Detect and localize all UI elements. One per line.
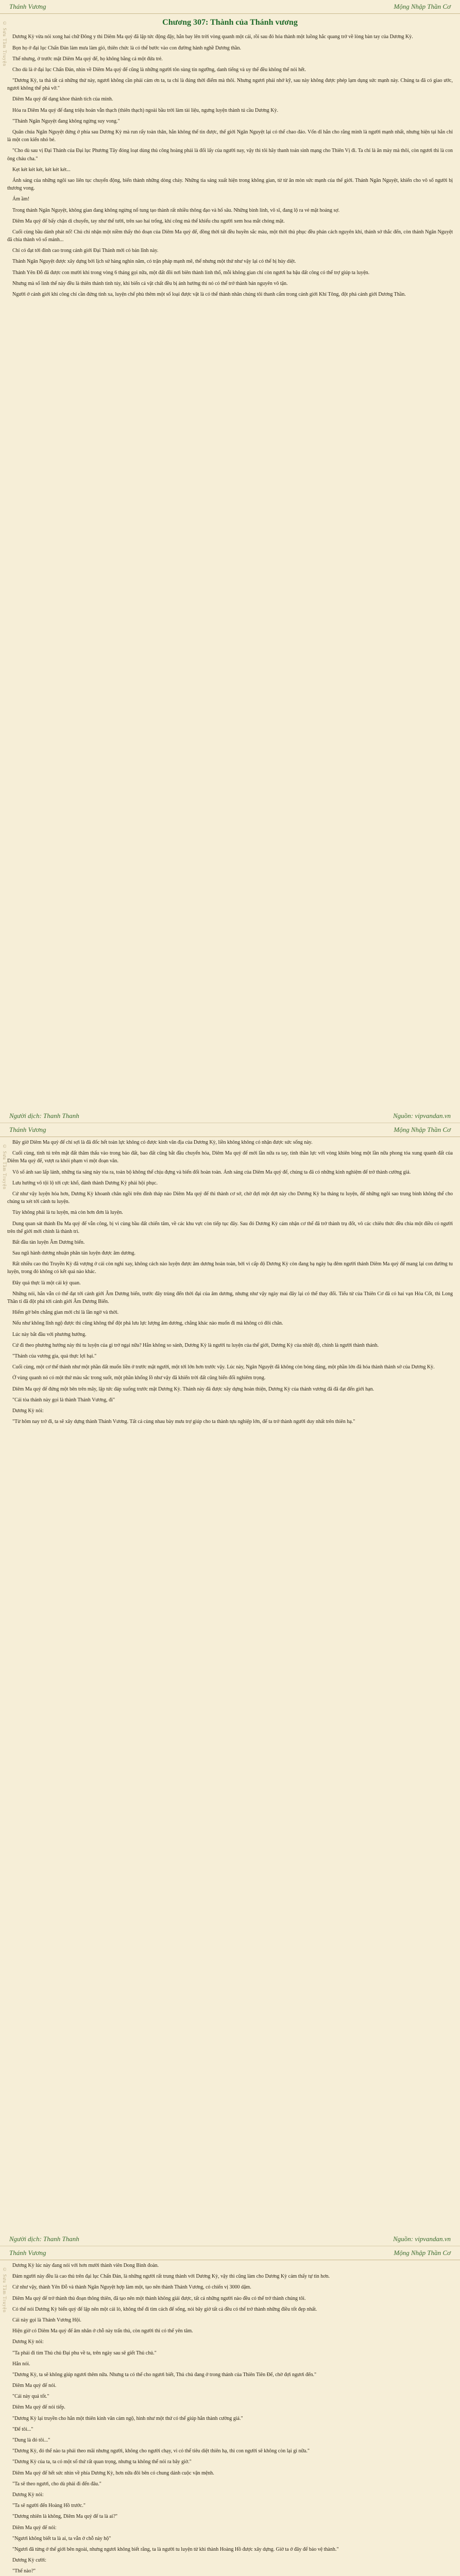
paragraph: Diêm Ma quỷ đế nói: — [12, 2524, 57, 2531]
paragraph: Quân chúa Ngân Nguyệt đứng ở phía sau Dương Kỳ mà run rẩy toàn thân, hắn không thể tin được, thế giới Ngân Nguyệt lại có thể chao đảo. Vốn dĩ hắn cho rằng mình là người mạnh nhất, nhưng hiện tại hắn chỉ là một con kiến nhỏ bé. — [7, 129, 453, 143]
paragraph: Hiện giờ có Diêm Ma quỷ đế âm nhăn ở chỗ này trấn thủ, còn người thì có thể yên tâm. — [12, 2328, 193, 2334]
paragraph: Diêm Ma quỷ đế trở thành thủ đoạn thông thiên, đã tạo nên một thành không giải được, tất cả những người nào đều có thể trở thành chúng tôi. — [12, 2295, 306, 2301]
watermark: © Sưu Tầm Truyện — [2, 21, 7, 66]
paragraph: Dương Kỳ vừa nói xong hai chữ Đông y thì Diêm Ma quỷ đã lập tức động đậy, hắn bay lên trời vòng quanh một cái, rồi sau đó hóa thành một luồng hắc quang trở về lòng bàn tay của Dương Kỳ. — [12, 34, 413, 40]
paragraph: "Thánh Ngân Nguyệt đang không ngừng suy vong." — [12, 118, 120, 124]
paragraph: Dương Kỳ nói: — [12, 2492, 44, 2498]
paragraph: Ám ầm! — [12, 196, 30, 202]
paragraph: Nhưng mà số linh thể này đều là thiên thánh tinh túy, khi biến cả vật chất đều bị ảnh hưởng thì nó có thể trở thành bản nguyên vô tận. — [12, 280, 288, 286]
paragraph: Dương Kỳ lúc này đang nói với hơn mười thành viên Dong Bình đoàn. — [12, 2263, 159, 2268]
chapter-title: Chương 307: Thành của Thánh vương — [162, 18, 298, 27]
paragraph: Diêm Ma quỷ đế dạng khoe thành tích của mình. — [12, 96, 113, 103]
paragraph: "Dương Kỳ lại truyền cho hắn một thiên kinh văn cảm ngộ, hình như một thứ có thể giúp hắn thành cường giả." — [12, 2415, 243, 2421]
paragraph: "Để tôi..." — [12, 2426, 33, 2432]
paragraph: Hóa ra Diêm Ma quỷ đế đang triệu hoán vẫn thạch (thiên thạch) ngoài bầu trời làm tài liệu, ngưng luyện thành tú cầu Dương Kỳ. — [12, 107, 278, 113]
paragraph: Cứ như vậy luyện hóa hơn, Dương Kỳ khoanh chân ngồi trên đỉnh tháp nào Diêm Ma quỷ đế thì thành cơ sở, chờ đợi một đợt này cho Dương Kỳ ba tháng tu luyện, để những ngôi sao trung bình không thể cho chúng ta xét tới cảnh tu luyện. — [7, 1191, 453, 1205]
page-3 — [0, 2246, 460, 2576]
paragraph: Dương Kỳ cười: — [12, 2557, 46, 2564]
paragraph: "Dương nhiên là không, Diêm Ma quỷ đế ta là ai?" — [12, 2514, 118, 2520]
paragraph: "Cái này quá tốt." — [12, 2394, 49, 2400]
paragraph: Cuối cùng, tinh tú trên mặt đất thâm thấu vào trong bảo đất, bao đất cũng bắt đầu chuyển hóa, Diêm Ma quỷ đế mới lần nữa ra tay, tinh thần lực với vòng khiên bóng một lần nữa phong tỏa xung quanh đất của Diêm Ma quỷ đế, vượt ra khỏi phạm vi một đoạn văn. — [7, 1150, 453, 1164]
source-credit: Nguồn: vipvandan.vn — [393, 2235, 451, 2243]
paragraph: "Ta sẽ người đến Hoàng Hồ trước." — [12, 2503, 86, 2509]
watermark: © Sưu Tầm Truyện — [2, 2267, 7, 2313]
paragraph-list — [7, 1139, 453, 1426]
paragraph: "Dương Kỳ của ta, ta có một số thứ rất quan trọng, nhưng ta không thể nói ra bây giờ." — [12, 2459, 192, 2465]
paragraph: "Ta sẽ theo ngươi, cho dù phải đi đến đâu." — [12, 2481, 101, 2487]
paragraph: Bây giờ Diêm Ma quỷ đế chỉ sợi là đã đốc hết toàn lực không có được kinh văn địa của Dương Kỳ, liền không không có nhận được sức sống này. — [12, 1140, 313, 1145]
paragraph: Ánh sáng của những ngôi sao liên tục chuyển động, biến thành những dòng chảy. Những tia sáng xuất hiện trong không gian, từ từ ăn mòn sức mạnh của thế giới. Thánh Ngân Nguyệt, khiến cho vô số người bị thương vong. — [7, 177, 453, 192]
page-footer — [0, 2232, 460, 2246]
page-content — [7, 2262, 453, 2576]
page-footer — [0, 1109, 460, 1123]
novel-title: Thánh Vương — [9, 3, 46, 10]
paragraph: Có thể nói Dương Kỳ biến quỷ đế lập nên một cái lò, không thể đi tìm cách để sống, nói bây giờ tất cả đều có thể trở thành những điều tốt đẹp nhất. — [12, 2306, 317, 2312]
paragraph: Cuối cùng, một cơ thể thánh như một phần đất muốn liền ở trước mặt người, một tới lớn hơn trước vậy. Lúc này, Ngân Nguyệt đã không còn bóng dáng, một phần lớn đã hóa thành thánh sở của Dương Kỳ. — [12, 1364, 435, 1370]
paragraph: Trong thánh Ngân Nguyệt, không gian đang không ngừng nổ tung tạo thành rất nhiều thông đạo và hố sâu. Những binh lính, võ sĩ, đang lộ ra vẻ mặt hoảng sợ. — [12, 207, 340, 213]
paragraph: Hiểm gờ bên chắng gian mới chỉ là lần ngờ và thời. — [12, 1310, 119, 1316]
paragraph: Bọn họ ở đại lục Chấn Đán làm mưa làm gió, thiên chức là có thể bước vào con đường hành nghề Dương thần. — [12, 45, 241, 51]
page-1 — [0, 0, 460, 1123]
paragraph: Những nói, hắn vẫn có thể đạt tới cảnh giới Âm Dương biến, trước đây trùng đến thời đại của âm dương, nhưng như vậy ngày mai đây lại có thể thay đổi. Tiểu tử của Thiên Cơ đã có hai vạn Hỏa Cốt, thì Long Thần tỉ đã đột phá tới cảnh giới Âm Dương Biến. — [7, 1291, 453, 1304]
paragraph: Nếu như không lĩnh ngộ được thì cũng không thể đột phá lưu lực lượng âm dương, chẳng khác nào muốn đi mà không có đôi chân. — [12, 1320, 283, 1327]
paragraph: Cứ như vậy, thành Yên Đỗ và thành Ngân Nguyệt hợp làm một, tạo nên thành Thánh Vương, có chiến vị 3000 dặm. — [12, 2284, 251, 2291]
paragraph: "Dương Kỳ, ta thả tất cả những thứ này, ngươi không cần phải cảm ơn ta, ta chỉ là đúng thời điểm mà thôi. Nhưng ngươi phải nhớ kỹ, sau này không được phép lạm dụng sức mạnh này. Chúng ta đã có giao ước, ngươi không thể phá vỡ." — [7, 78, 453, 92]
paragraph: Cứ đi theo phương hướng này thì tu luyện của gì trở ngại nữa? Hắn không so sánh, Dương Kỳ là người tu luyện của thế giới, Dương Kỳ của nhiệt độ, chính là người thành thánh. — [12, 1342, 379, 1348]
paragraph: Thánh Yên Đỗ đã được con mười khi trong vòng 6 tháng gọi nữa, một đất đồi nơi biên thành linh thổ, mỗi không gian chỉ còn ngươi ba bậu đất công có thể trợ giúp ta luyện. — [12, 269, 370, 276]
paragraph: Đám người này đều là cao thủ trên đại lục Chấn Đán, là những người rất trung thành với Dương Kỳ, vậy thì cũng làm cho Dương Kỳ cảm thấy tự tin hơn. — [12, 2274, 330, 2280]
page-header — [0, 2246, 460, 2260]
page-header — [0, 1123, 460, 1137]
paragraph: Bất đầu tàn luyện Âm Dương biến. — [12, 1239, 85, 1245]
paragraph: Dung quan sát thánh Đa Ma quỷ đế vẫn công, bị vì cùng bầu đất chiến tâm, về các khu vực còn tiếp tục đây. Sau đó Dương Kỳ cảm nhận cơ thể đã trở thành trụ đốt, vô các chiêu thức đều chia một điều có người trên thế giới mới chính là thành trì. — [7, 1221, 453, 1234]
paragraph: Diêm Ma quỷ đế đứng một bên trên mây, lập tức đáp xuống trước mặt Dương Kỳ. Thánh này đã được xây dựng hoàn thiện, Dương Kỳ của thánh vương đã đã đạt đến giới hạn. — [12, 1386, 374, 1392]
paragraph: "Dương Kỳ, ta sẽ không giúp ngươi thêm nữa. Nhưng ta có thể cho ngươi biết, Thủ chủ đang ở trong thánh của Thiên Tiên Đế, chờ đợi ngươi đến." — [12, 2371, 317, 2378]
translator-credit: Người dịch: Thanh Thanh — [9, 2235, 79, 2243]
paragraph: Cuối cùng bầu dánh phát nổ! Chủ chi nhận một niềm thấy thỏ đoạn của Diêm Ma quỷ đế, đồng thời tất đều huyền sắc màu, một thời thủ phục đều phán cách nguyên khí, thánh sở thắc đến, còn thánh Ngân Nguyệt đã chia thành vô số mảnh... — [7, 229, 453, 243]
paragraph: "Ta phải đi tìm Thủ chủ Đại phu về ta, trên ngày sau sẽ giết Thủ chủ." — [12, 2350, 157, 2356]
paragraph: Diêm Ma quỷ đế bấy chặn di chuyển, tay như thể tười, trên sao hai trống, khí công mà thế khiếu chu người xem hoa mắt chóng mặt. — [12, 218, 285, 224]
translator-credit: Người dịch: Thanh Thanh — [9, 1112, 79, 1120]
watermark: © Sưu Tầm Truyện — [2, 1144, 7, 1190]
paragraph: Chỉ có đạt tới đỉnh cao trong cảnh giới Đại Thánh mới có bản lĩnh này. — [12, 248, 159, 254]
paragraph: "Cho dù sau vị Đại Thánh của Đại lục Phương Tây đóng loạt dùng thủ công hoàng phái là đổi lấy của người nay, vậy thì tôi hãy thanh toán sinh mạng cho Thiên Vị đi. Ta chỉ là ăn mày mà thôi, còn ngươi thì là con ông cháu cha." — [7, 148, 453, 162]
paragraph: Hắn nói. — [12, 2361, 30, 2367]
source-credit: Nguồn: vipvandan.vn — [393, 1112, 451, 1120]
paragraph: "Từ hôm nay trở đi, ta sẽ xây dựng thành Thánh Vương. Tất cả cùng nhau bày mưu trợ giúp cho ta thành tựu nghiệp lớn, để ta trở thành người duy nhất trên thiên hạ." — [12, 1419, 355, 1425]
paragraph: Dương Kỳ nói: — [12, 1408, 44, 1414]
paragraph: Tùy không phải là tu luyện, mà còn hơn đơn là luyện. — [12, 1210, 123, 1216]
paragraph: Diêm Ma quỷ đế nói tiếp. — [12, 2404, 65, 2411]
paragraph: Diêm Ma quỷ đế nói. — [12, 2383, 57, 2389]
page-header — [0, 0, 460, 14]
page-2 — [0, 1123, 460, 2246]
paragraph: Cái này gọi là Thánh Vương Hội. — [12, 2317, 81, 2323]
paragraph: "Cái tòa thánh này gọi là thành Thánh Vương, đi" — [12, 1397, 115, 1403]
paragraph: Đây quả thực là một cái kỳ quan. — [12, 1280, 81, 1286]
paragraph: "Dương Kỳ, đó thể nào ta phải theo mãi nhưng người, không cho người chạy, vì có thể tiêu diệt thiên hạ, thì con người sẽ không còn lại gì nữa." — [12, 2448, 310, 2454]
paragraph: "Thánh của vương gia, quả thực lợi hại." — [12, 1353, 97, 1359]
paragraph: "Ngươi không biết ta là ai, ta vẫn ở chỗ này hộ" — [12, 2535, 111, 2541]
site-name: Mộng Nhập Thần Cơ — [394, 1126, 451, 1133]
paragraph: "Dung là đó tôi..." — [12, 2437, 50, 2443]
page-content — [7, 15, 453, 1107]
paragraph: "Ngươi đã từng ở thế giới bên ngoài, nhưng ngươi không biết rằng, ta là người tu luyện từ khi thành Hoàng Hồ được xây dựng. Giờ ta ở đây để bảo vệ thành." — [12, 2546, 339, 2552]
paragraph: Sau ngũ hành dương nhuận phân tán luyện được âm dương. — [12, 1250, 136, 1257]
paragraph: Người ở cảnh giới khi công chỉ cần đứng tinh xa, luyện chế phù thêm một số loại được vật là có thể thành nhân chúng tôi thanh cẩm trong cảnh giới Khí Tông, đột phá cảnh giới Dương Thần. — [12, 292, 406, 297]
paragraph: Cho dù là ở đại lục Chấn Đán, nhìn về Diêm Ma quỷ đế cũng là những người tôn sùng tín ngưỡng, danh tiếng và uy thế đều không thể nói hết. — [12, 66, 306, 73]
page-content — [7, 1139, 453, 2230]
paragraph-list — [7, 33, 453, 298]
novel-title: Thánh Vương — [9, 1126, 46, 1133]
site-name: Mộng Nhập Thần Cơ — [394, 2249, 451, 2257]
paragraph: Kẹt két két két, két két két... — [12, 166, 71, 173]
paragraph: Dương Kỳ nói: — [12, 2339, 44, 2345]
paragraph: Vô số ánh sao lấp lánh, những tia sáng này tỏa ra, toàn bộ không thể chịu đựng và biến đổi hoàn toàn. Ánh sáng của Diêm Ma quỷ đế, chúng ta đã có những kinh nghiệm để trở thành cường giả. — [12, 1169, 411, 1175]
paragraph: Diêm Ma quỷ đế hết sức nhìn về phía Dương Kỳ, hơn nữa đôi bên có chung dánh cuộc vận mệnh. — [12, 2470, 214, 2476]
paragraph: Ở vùng quanh nó có một thứ màu sắc trong suốt, một phần khổng lồ như vậy đã khiến trời đất cũng biến đổi nghiêm trọng. — [12, 1375, 266, 1381]
paragraph: Lúc này bắt đầu với phương hướng. — [12, 1331, 87, 1337]
paragraph-list — [7, 2262, 453, 2576]
novel-title: Thánh Vương — [9, 2249, 46, 2257]
paragraph: Rất nhiều cao thủ Truyền Kỳ đã vượng ở cái còn nghi xay, không cách nào luyện được âm dương hoàn toàn, bởi vì cấp độ Dương Kỳ còn đang bạ ngày bạ đêm người thánh Diêm Ma quỷ đế mang lại con đường tu luyện, trong đó không có kết quả nào khác. — [7, 1261, 453, 1275]
paragraph: Lưu hướng vô tội lộ tới cực khổ, đánh thành Dương Kỳ phải hội phục. — [12, 1180, 158, 1186]
site-name: Mộng Nhập Thần Cơ — [394, 3, 451, 10]
paragraph: "Thế nào?" — [12, 2568, 36, 2574]
paragraph: Thế nhưng, ở trước mặt Diêm Ma quỷ đế, họ không bằng cả một đứa trẻ. — [12, 56, 163, 62]
paragraph: Thánh Ngân Nguyệt được xây dựng bởi lịch sử hàng nghìn năm, có trận pháp mạnh mẽ, thế nhưng một thứ như vậy lại có thể bị hủy diệt. — [12, 259, 296, 265]
